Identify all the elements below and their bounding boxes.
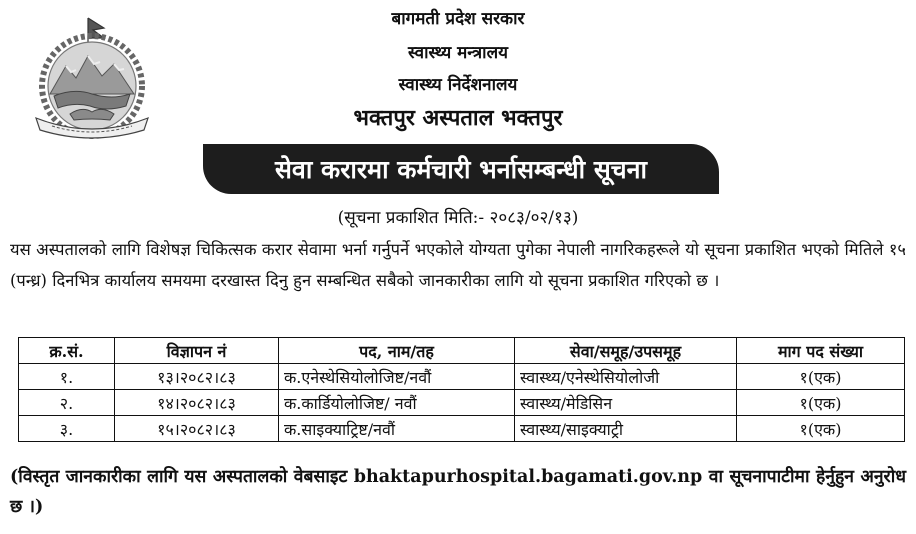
ministry-name: स्वास्थ्य मन्त्रालय <box>408 43 508 63</box>
cell-count: १(एक) <box>737 364 905 390</box>
cell-post: क.एनेस्थेसियोलोजिष्ट/नवौं <box>279 364 515 390</box>
col-header-sn: क्र.सं. <box>19 338 115 364</box>
table-header-row <box>19 338 905 364</box>
cell-ad-number: १४।२०८२।८३ <box>115 390 279 416</box>
cell-count: १(एक) <box>737 390 905 416</box>
cell-sn: ३. <box>19 416 115 442</box>
cell-service: स्वास्थ्य/साइक्याट्री <box>515 416 737 442</box>
notice-body: यस अस्पतालको लागि विशेषज्ञ चिकित्सक करार सेवामा भर्ना गर्नुपर्ने भएकोले योग्यता पुगेका नेपाली नागरिकहरूले यो सूचना प्रकाशित भएको मितिले १५ (पन्ध्र) दिनभित्र कार्यालय समयमा दरखास्त दिनु हुन सम्बन्धित सबैको जानकारीका लागि यो सूचना प्रकाशित गरिएको छ । <box>10 240 906 290</box>
cell-service: स्वास्थ्य/मेडिसिन <box>515 390 737 416</box>
table-row <box>19 390 905 416</box>
cell-service: स्वास्थ्य/एनेस्थेसियोलोजी <box>515 364 737 390</box>
cell-ad-number: १३।२०८२।८३ <box>115 364 279 390</box>
directorate-name: स्वास्थ्य निर्देशनालय <box>398 75 518 95</box>
cell-count: १(एक) <box>737 416 905 442</box>
cell-sn: १. <box>19 364 115 390</box>
cell-sn: २. <box>19 390 115 416</box>
cell-ad-number: १५।२०८२।८३ <box>115 416 279 442</box>
hospital-name: भक्तपुर अस्पताल भक्तपुर <box>353 105 563 131</box>
cell-post: क.कार्डियोलोजिष्ट/ नवौं <box>279 390 515 416</box>
notice-title-banner <box>203 144 719 194</box>
cell-post: क.साइक्याट्रिष्ट/नवौं <box>279 416 515 442</box>
vacancy-table <box>18 337 905 442</box>
col-header-count: माग पद संख्या <box>737 338 905 364</box>
col-header-post: पद, नाम/तह <box>279 338 515 364</box>
footer-note: (विस्तृत जानकारीका लागि यस अस्पतालको वेबसाइट bhaktapurhospital.bagamati.gov.np वा सूचनापाटीमा हेर्नुहुन अनुरोध छ ।) <box>10 467 906 517</box>
notice-title: सेवा करारमा कर्मचारी भर्नासम्बन्धी सूचना <box>275 155 647 184</box>
table-row <box>19 416 905 442</box>
col-header-service: सेवा/समूह/उपसमूह <box>515 338 737 364</box>
government-name: बागमती प्रदेश सरकार <box>391 9 525 29</box>
table-row <box>19 364 905 390</box>
col-header-ad-number: विज्ञापन नं <box>115 338 279 364</box>
publication-date: (सूचना प्रकाशित मिति:- २०८३/०२/१३) <box>337 208 579 228</box>
